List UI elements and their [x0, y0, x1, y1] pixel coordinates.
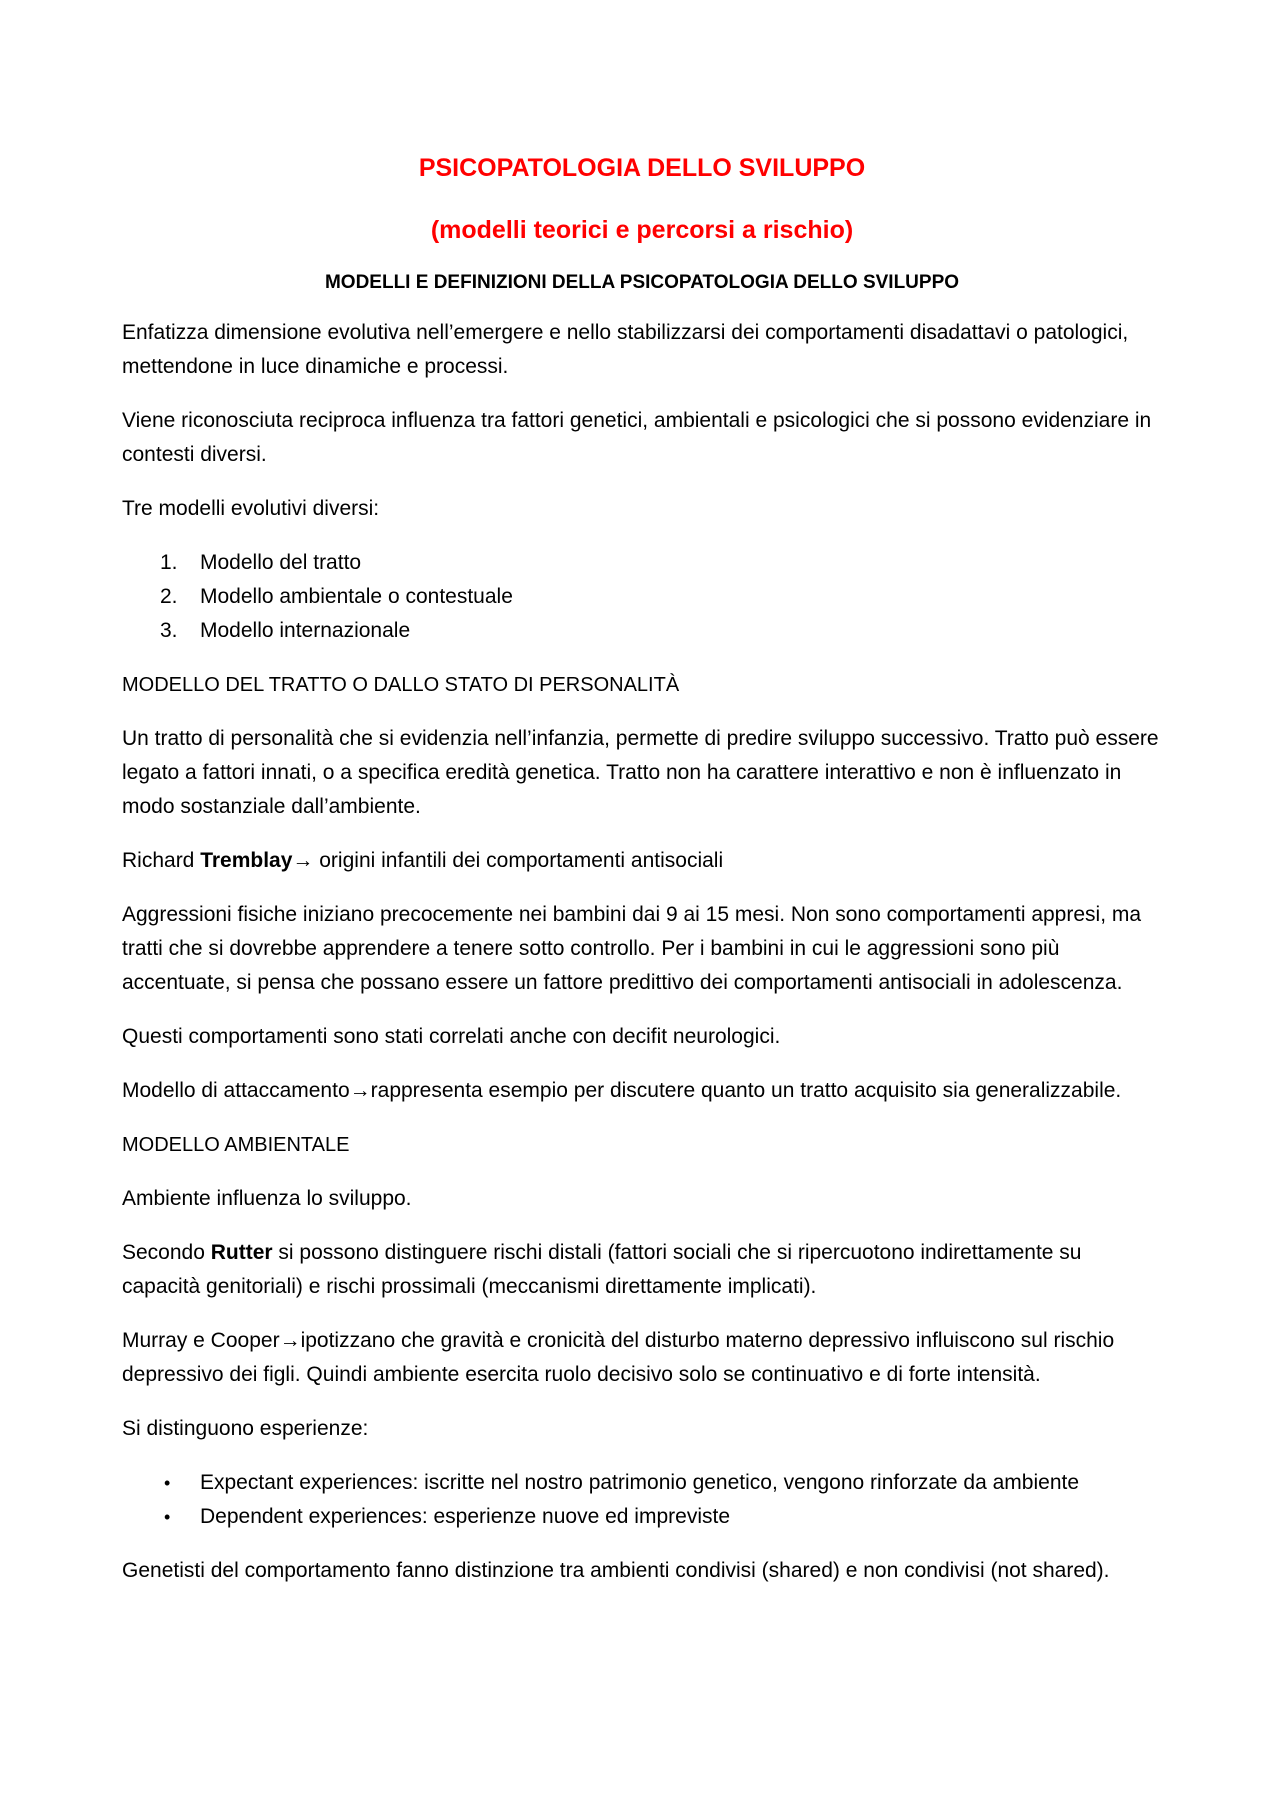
text-content: origini infantili dei comportamenti antisociali	[313, 849, 724, 872]
section-heading: MODELLI E DEFINIZIONI DELLA PSICOPATOLOGIA DELLO SVILUPPO	[324, 272, 960, 293]
list-item-text: Modello del tratto	[200, 551, 362, 574]
list-number: 2.	[160, 585, 178, 608]
list-item-text: Modello internazionale	[200, 619, 411, 642]
list-number: 1.	[160, 551, 178, 574]
text-content: ipotizzano che gravità e cronicità del disturbo materno depressivo influiscono sul rischio depressivo dei figli. Quindi ambiente esercita ruolo decisivo solo se continuativo e di forte intensità.	[122, 1329, 1115, 1386]
page-subtitle: (modelli teorici e percorsi a rischio)	[430, 216, 854, 244]
section-heading-trait: MODELLO DEL TRATTO O DALLO STATO DI PERSONALITÀ	[122, 674, 680, 696]
arrow-icon: →	[279, 1329, 301, 1352]
list-item	[122, 1500, 1162, 1534]
arrow-icon: →	[292, 849, 314, 872]
paragraph: Ambiente influenza lo sviluppo.	[122, 1187, 412, 1210]
page-title: PSICOPATOLOGIA DELLO SVILUPPO	[418, 154, 866, 182]
bullet-icon: •	[164, 1473, 171, 1493]
list-item-text: Modello ambientale o contestuale	[200, 585, 513, 608]
text-prefix: Modello di attaccamento	[122, 1079, 350, 1102]
text-prefix: Secondo	[122, 1241, 211, 1264]
paragraph: Questi comportamenti sono stati correlati anche con decifit neurologici.	[122, 1025, 781, 1048]
tremblay-line	[122, 844, 1162, 878]
section-heading-env: MODELLO AMBIENTALE	[122, 1134, 350, 1156]
arrow-icon: →	[349, 1079, 371, 1102]
rutter-line	[122, 1236, 1162, 1304]
paragraph: Genetisti del comportamento fanno distinzione tra ambienti condivisi (shared) e non condivisi (not shared).	[122, 1559, 1110, 1582]
text-content: si possono distinguere rischi distali (fattori sociali che si ripercuotono indirettamente su capacità genitoriali) e rischi prossimali (meccanismi direttamente implicati).	[122, 1241, 1082, 1298]
paragraph: Tre modelli evolutivi diversi:	[122, 497, 380, 520]
text-content: rappresenta esempio per discutere quanto un tratto acquisito sia generalizzabile.	[370, 1079, 1122, 1102]
attachment-line	[122, 1074, 1162, 1108]
models-list	[122, 546, 1162, 648]
paragraph: Viene riconosciuta reciproca influenza tra fattori genetici, ambientali e psicologici che si possono evidenziare in contesti diversi.	[122, 409, 1152, 466]
list-item	[122, 614, 1162, 648]
author-name: Rutter	[210, 1241, 273, 1264]
list-item	[122, 580, 1162, 614]
murray-line	[122, 1324, 1162, 1392]
list-number: 3.	[160, 619, 178, 642]
text-prefix: Murray e Cooper	[122, 1329, 280, 1352]
paragraph: Enfatizza dimensione evolutiva nell’emergere e nello stabilizzarsi dei comportamenti disadattavi o patologici, mettendone in luce dinamiche e processi.	[122, 321, 1129, 378]
text-prefix: Richard	[122, 849, 201, 872]
list-item-text: Dependent experiences: esperienze nuove ed impreviste	[200, 1505, 730, 1528]
list-item	[122, 1466, 1162, 1500]
document-body	[122, 150, 1162, 1608]
bullet-icon: •	[164, 1507, 171, 1527]
paragraph: Aggressioni fisiche iniziano precocemente nei bambini dai 9 ai 15 mesi. Non sono comportamenti appresi, ma tratti che si dovrebbe apprendere a tenere sotto controllo. Per i bambini in cui le aggressioni sono più accentuate, si pensa che possano essere un fattore predittivo dei comportamenti antisociali in adolescenza.	[122, 903, 1142, 994]
author-name: Tremblay	[200, 849, 293, 872]
paragraph: Un tratto di personalità che si evidenzia nell’infanzia, permette di predire sviluppo successivo. Tratto può essere legato a fattori innati, o a specifica eredità genetica. Tratto non ha carattere interattivo e non è influenzato in modo sostanziale dall’ambiente.	[122, 727, 1159, 818]
list-item	[122, 546, 1162, 580]
paragraph: Si distinguono esperienze:	[122, 1417, 369, 1440]
experiences-list	[122, 1466, 1162, 1534]
list-item-text: Expectant experiences: iscritte nel nostro patrimonio genetico, vengono rinforzate da ambiente	[200, 1471, 1080, 1494]
